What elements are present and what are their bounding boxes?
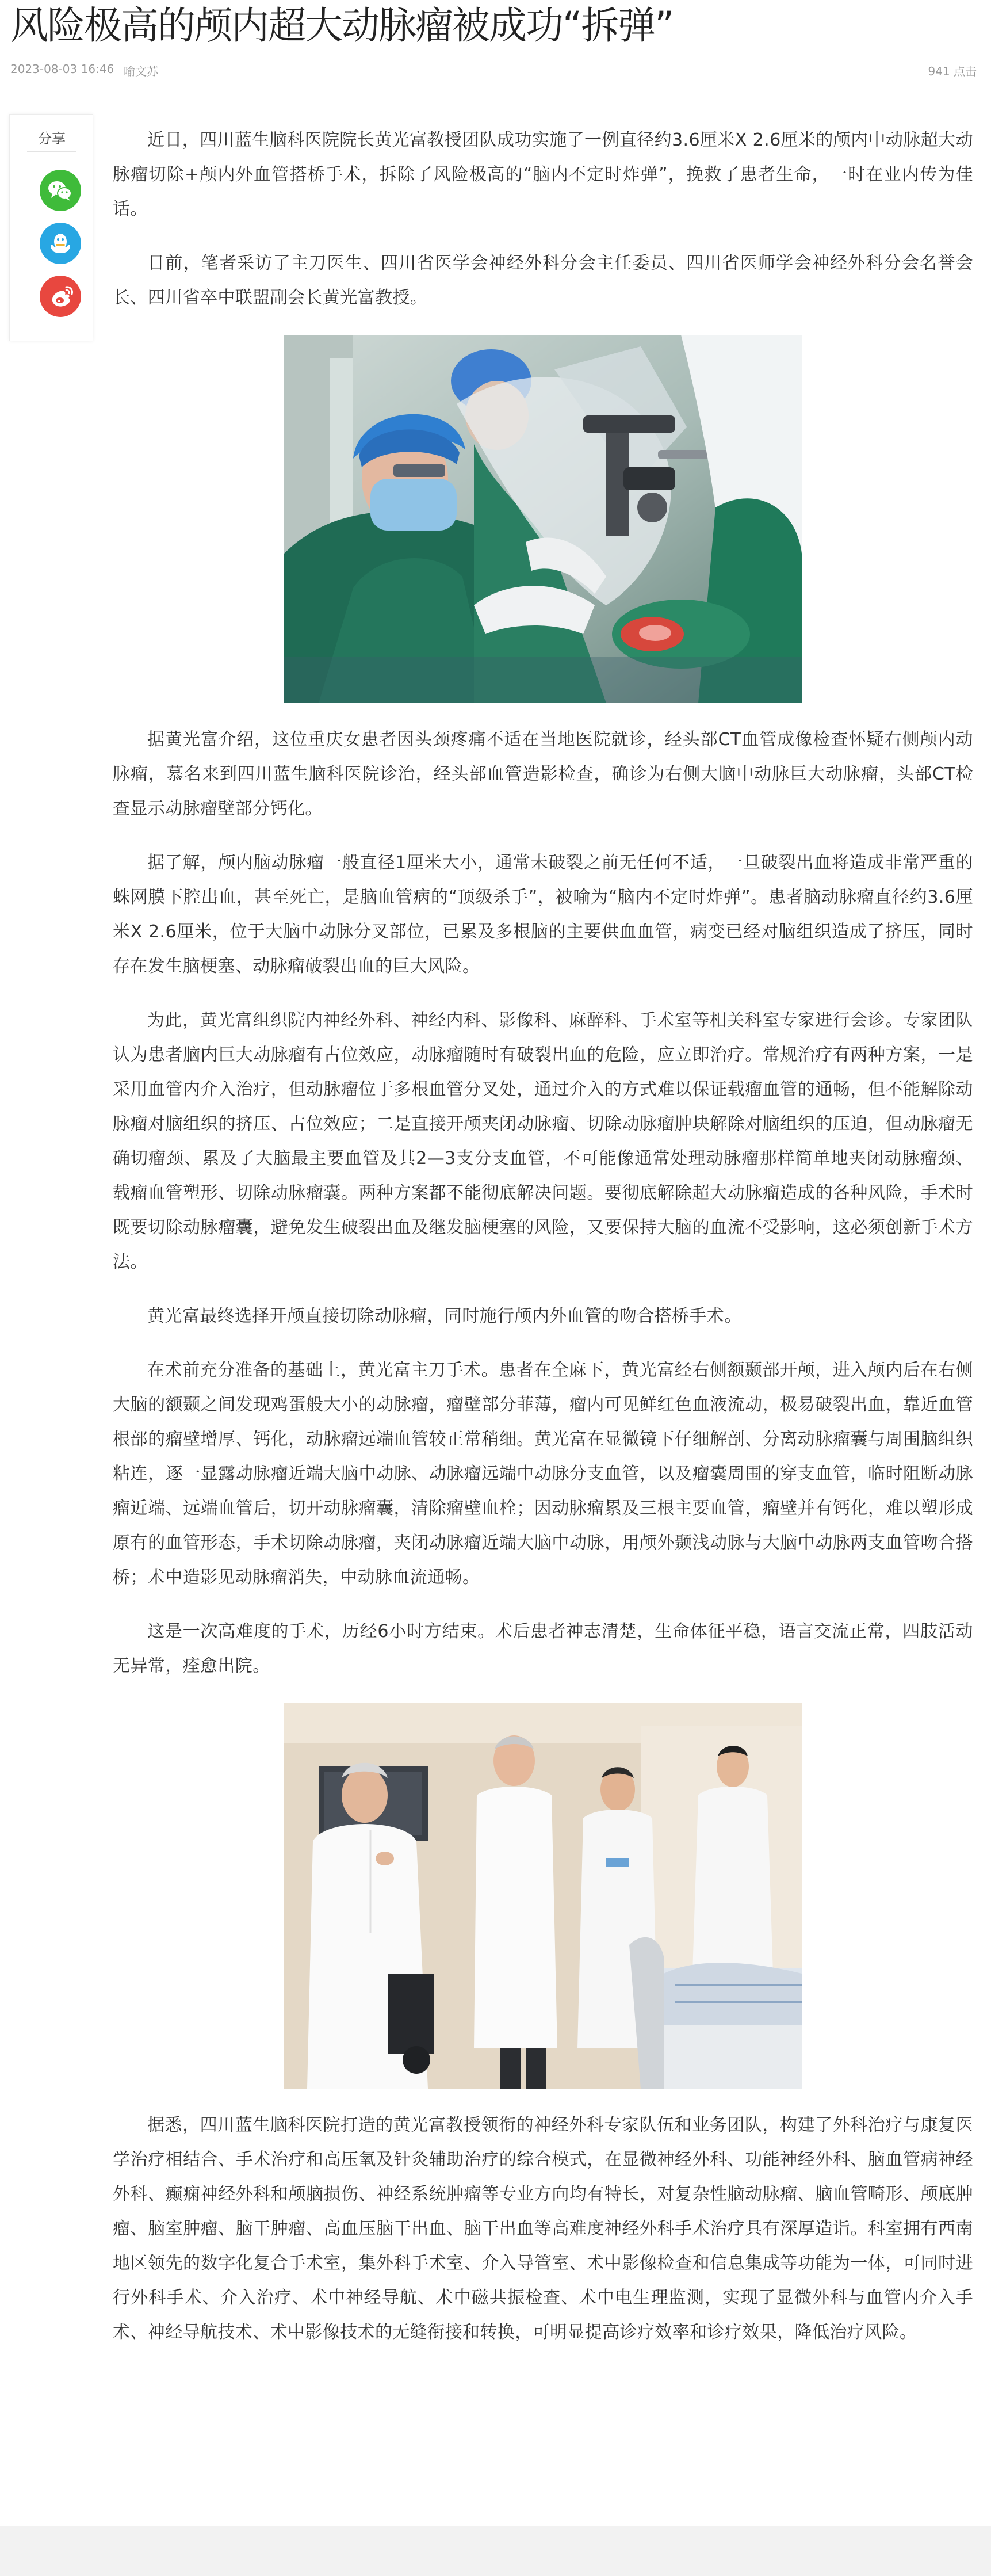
paragraph: 据悉，四川蓝生脑科医院打造的黄光富教授领衔的神经外科专家队伍和业务团队，构建了外科治疗与康复医学治疗相结合、手术治疗和高压氧及针灸辅助治疗的综合模式，在显微神经外科、功能神经外科、脑血管病神经外科、癫痫神经外科和颅脑损伤、神经系统肿瘤等专业方向均有特长，对复杂性脑动脉瘤、脑血管畸形、颅底肿瘤、脑室肿瘤、脑干肿瘤、高血压脑干出血、脑干出血等高难度神经外科手术治疗具有深厚造诣。科室拥有西南地区领先的数字化复合手术室，集外科手术室、介入导管室、术中影像检查和信息集成等功能为一体，可同时进行外科手术、介入治疗、术中神经导航、术中磁共振检查、术中电生理监测，实现了显微外科与血管内介入手术、神经导航技术、术中影像技术的无缝衔接和转换，可明显提高诊疗效率和诊疗效果，降低治疗风险。 (113, 2115, 973, 2342)
view-count: 941 点击 (928, 64, 977, 78)
qq-icon (40, 223, 81, 264)
share-qq-button[interactable] (40, 223, 81, 264)
author-name: 喻文苏 (124, 64, 158, 78)
share-wechat-button[interactable] (40, 170, 81, 211)
share-label: 分享 (38, 131, 66, 147)
paragraph: 日前，笔者采访了主刀医生、四川省医学会神经外科分会主任委员、四川省医师学会神经外科分会名誉会长、四川省卒中联盟副会长黄光富教授。 (113, 253, 973, 308)
weibo-icon (40, 276, 81, 317)
paragraph: 黄光富最终选择开颅直接切除动脉瘤，同时施行颅内外血管的吻合搭桥手术。 (147, 1306, 742, 1326)
share-weibo-button[interactable] (40, 276, 81, 317)
paragraph: 在术前充分准备的基础上，黄光富主刀手术。患者在全麻下，黄光富经右侧额颞部开颅，进入颅内后在右侧大脑的额颞之间发现鸡蛋般大小的动脉瘤，瘤壁部分菲薄，瘤内可见鲜红色血液流动，极易破裂出血，靠近血管根部的瘤壁增厚、钙化，动脉瘤远端血管较正常稍细。黄光富在显微镜下仔细解剖、分离动脉瘤囊与周围脑组织粘连，逐一显露动脉瘤近端大脑中动脉、动脉瘤远端中动脉分支血管，以及瘤囊周围的穿支血管，临时阻断动脉瘤近端、远端血管后，切开动脉瘤囊，清除瘤壁血栓；因动脉瘤累及三根主要血管，瘤壁并有钙化，难以塑形成原有的血管形态，手术切除动脉瘤，夹闭动脉瘤近端大脑中动脉，用颅外颞浅动脉与大脑中动脉两支血管吻合搭桥；术中造影见动脉瘤消失，中动脉血流通畅。 (113, 1360, 973, 1587)
wechat-icon (40, 170, 81, 211)
article-meta (10, 62, 977, 79)
paragraph: 这是一次高难度的手术，历经6小时方结束。术后患者神志清楚，生命体征平稳，语言交流正常，四肢活动无异常，痊愈出院。 (113, 1621, 973, 1676)
surgery-photo (284, 335, 802, 703)
paragraph: 据了解，颅内脑动脉瘤一般直径1厘米大小，通常未破裂之前无任何不适，一旦破裂出血将造成非常严重的蛛网膜下腔出血，甚至死亡，是脑血管病的“顶级杀手”，被喻为“脑内不定时炸弹”。患者脑动脉瘤直径约3.6厘米X 2.6厘米，位于大脑中动脉分叉部位，已累及多根脑的主要供血血管，病变已经对脑组织造成了挤压，同时存在发生脑梗塞、动脉瘤破裂出血的巨大风险。 (113, 853, 973, 976)
paragraph: 为此，黄光富组织院内神经外科、神经内科、影像科、麻醉科、手术室等相关科室专家进行会诊。专家团队认为患者脑内巨大动脉瘤有占位效应，动脉瘤随时有破裂出血的危险，应立即治疗。常规治疗有两种方案，一是采用血管内介入治疗，但动脉瘤位于多根血管分叉处，通过介入的方式难以保证载瘤血管的通畅，但不能解除动脉瘤对脑组织的挤压、占位效应；二是直接开颅夹闭动脉瘤、切除动脉瘤肿块解除对脑组织的压迫，但动脉瘤无确切瘤颈、累及了大脑最主要血管及其2—3支分支血管，不可能像通常处理动脉瘤那样简单地夹闭动脉瘤颈、载瘤血管塑形、切除动脉瘤囊。两种方案都不能彻底解决问题。要彻底解除超大动脉瘤造成的各种风险，手术时既要切除动脉瘤囊，避免发生破裂出血及继发脑梗塞的风险，又要保持大脑的血流不受影响，这必须创新手术方法。 (113, 1010, 973, 1272)
paragraph: 近日，四川蓝生脑科医院院长黄光富教授团队成功实施了一例直径约3.6厘米X 2.6厘米的颅内中动脉超大动脉瘤切除+颅内外血管搭桥手术，拆除了风险极高的“脑内不定时炸弹”，挽救了患者生命，一时在业内传为佳话。 (113, 130, 973, 219)
publish-date: 2023-08-03 16:46 (10, 62, 114, 76)
paragraph: 据黄光富介绍，这位重庆女患者因头颈疼痛不适在当地医院就诊，经头部CT血管成像检查怀疑右侧颅内动脉瘤，慕名来到四川蓝生脑科医院诊治，经头部血管造影检查，确诊为右侧大脑中动脉巨大动脉瘤，头部CT检查显示动脉瘤壁部分钙化。 (113, 730, 973, 819)
ward-photo (284, 1703, 802, 2089)
article-body (113, 123, 973, 2369)
article-title: 风险极高的颅内超大动脉瘤被成功“拆弹” (10, 3, 674, 48)
share-divider (27, 151, 76, 152)
page-footer (0, 2526, 991, 2576)
share-panel (9, 114, 93, 341)
